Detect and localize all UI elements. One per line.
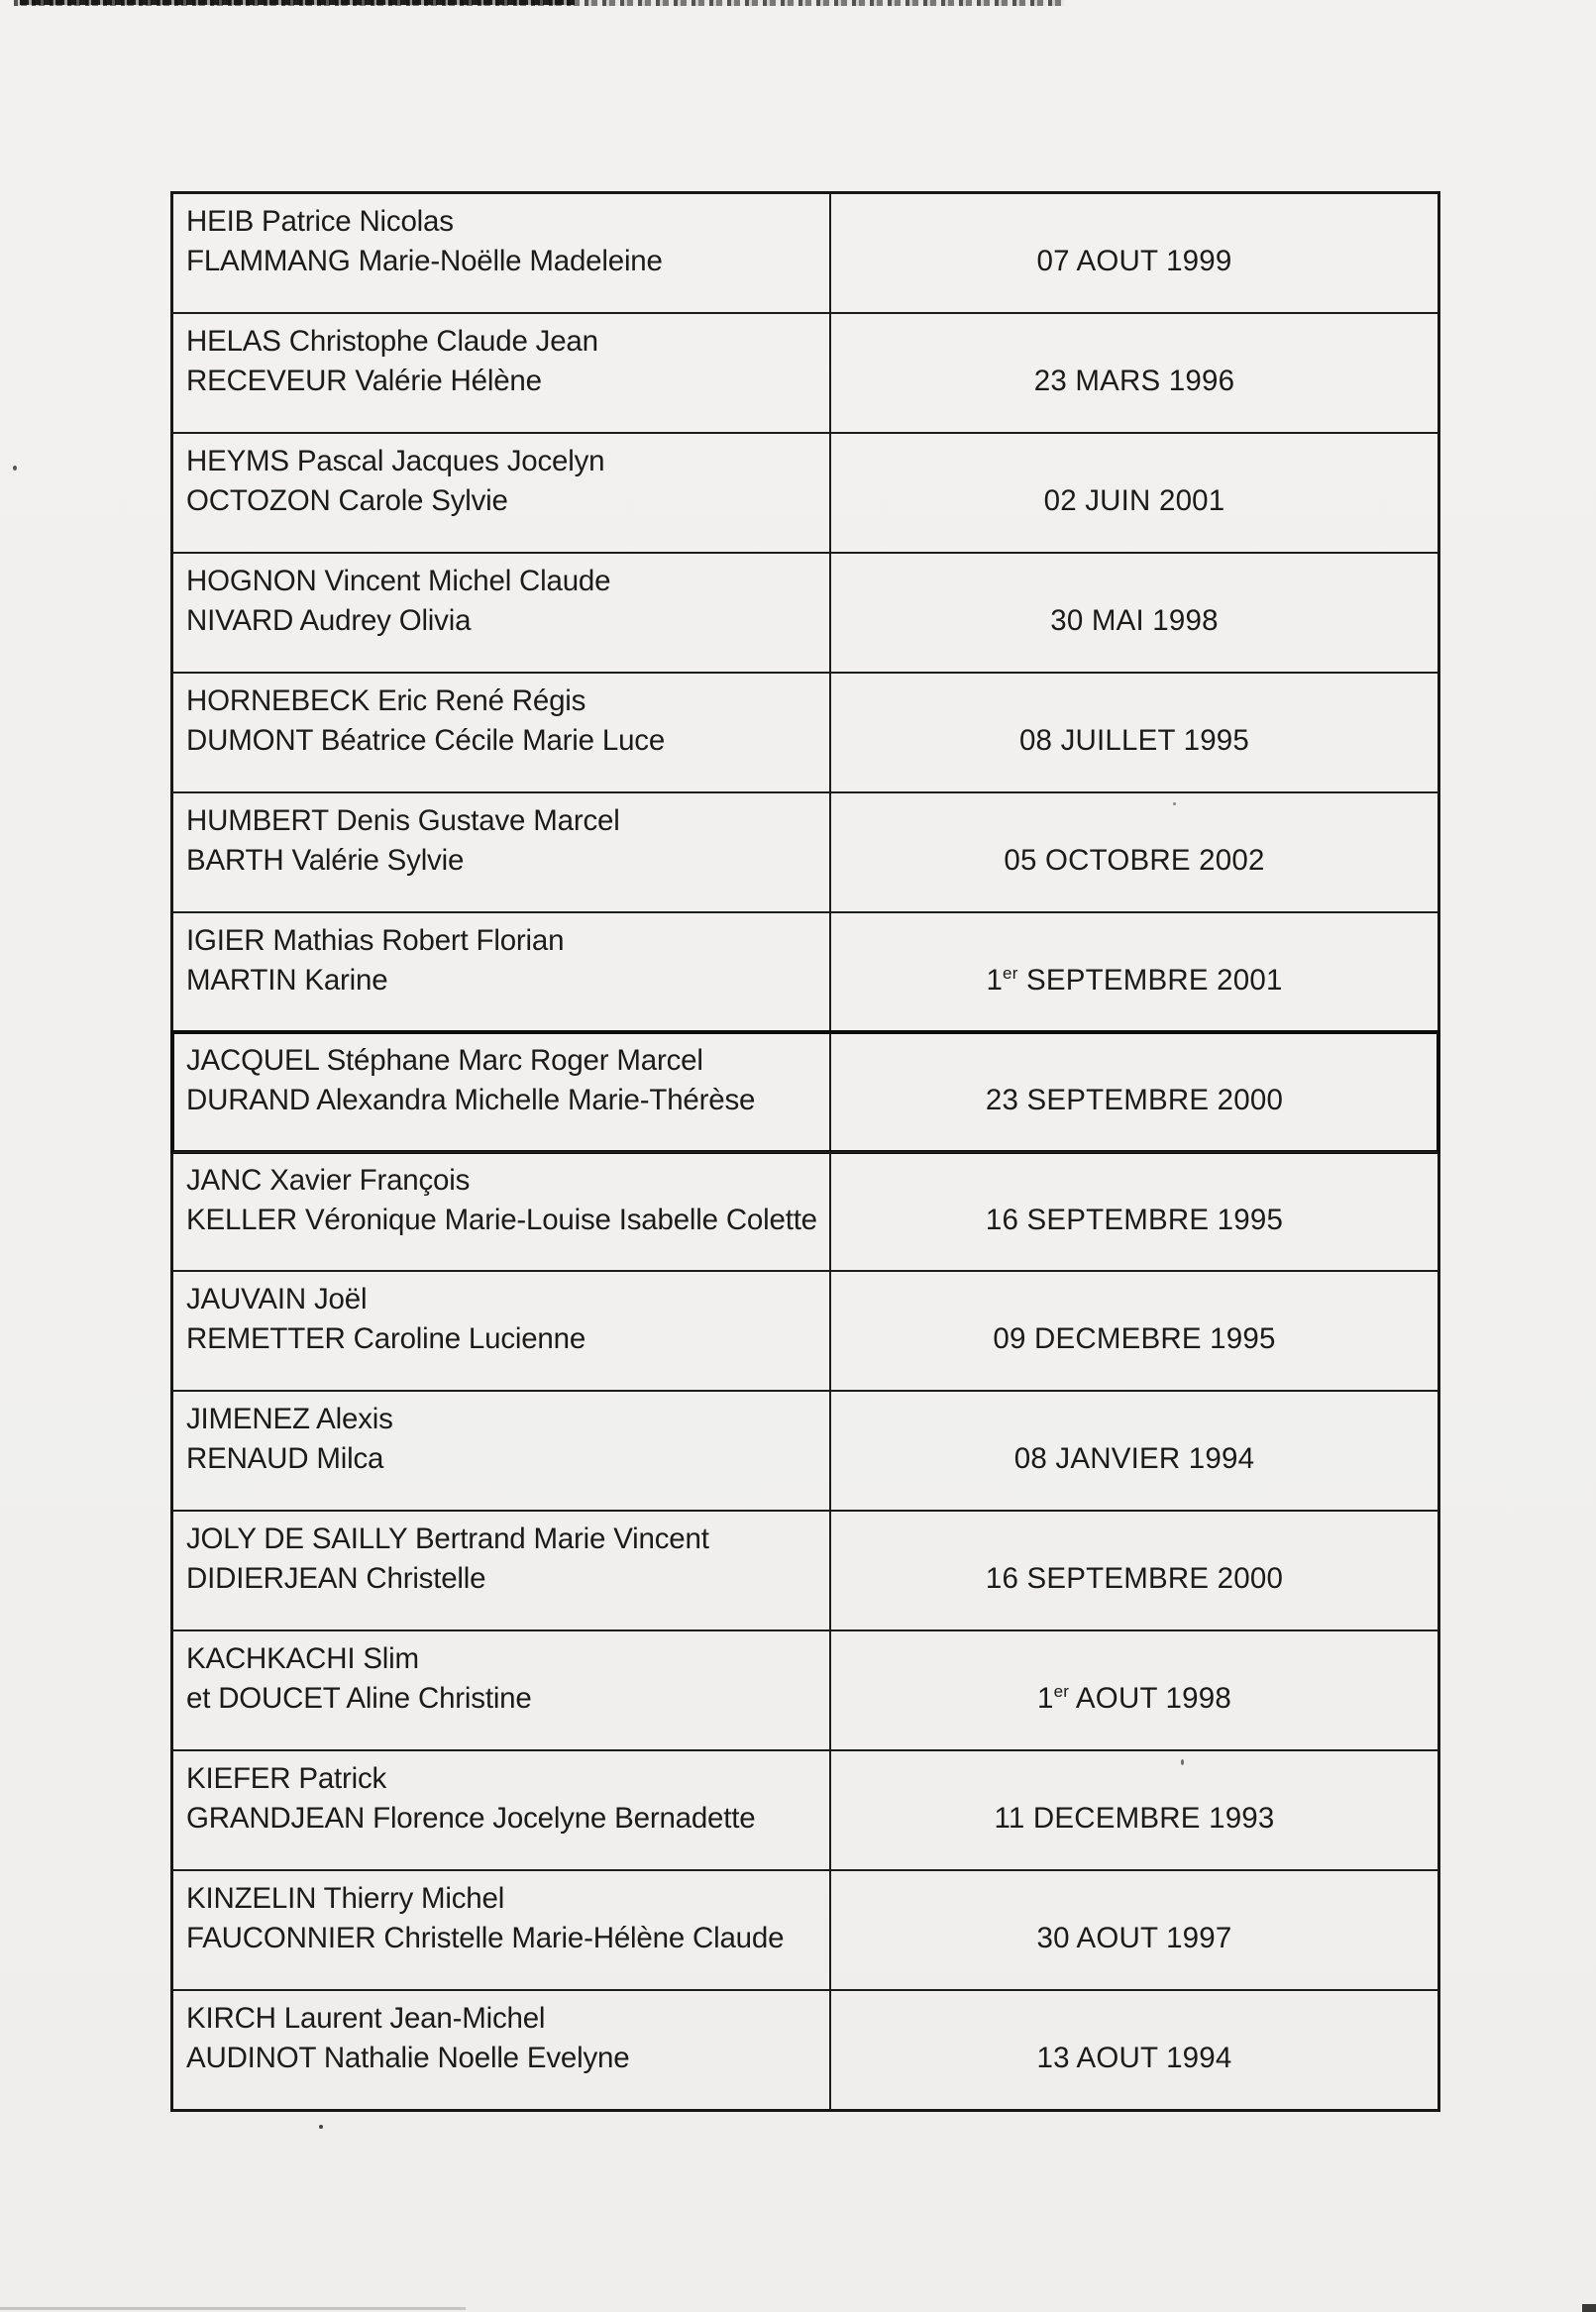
marriage-date: 09 DECMEBRE 1995 [993, 1322, 1276, 1356]
spouse1-name: HORNEBECK Eric René Régis [186, 683, 586, 717]
spouse2-name: NIVARD Audrey Olivia [186, 603, 472, 637]
marriage-date: 30 MAI 1998 [1050, 603, 1219, 637]
marriage-date-cell [831, 793, 1437, 911]
table-row [173, 1031, 1437, 1151]
couple-names-cell [173, 1272, 831, 1390]
marriage-date: 16 SEPTEMBRE 1995 [985, 1203, 1284, 1236]
spouse2-name: DURAND Alexandra Michelle Marie-Thérèse [186, 1083, 756, 1116]
table-row [173, 1390, 1437, 1510]
couple-names-cell [173, 554, 831, 672]
spouse1-name: IGIER Mathias Robert Florian [186, 923, 565, 957]
spouse1-name: JOLY DE SAILLY Bertrand Marie Vincent [186, 1523, 709, 1556]
table-row [173, 1510, 1437, 1629]
marriage-date: 23 MARS 1996 [1033, 364, 1235, 397]
couple-names-cell [173, 194, 831, 312]
couple-names-cell [173, 1512, 831, 1629]
marriage-date: 23 SEPTEMBRE 2000 [985, 1083, 1284, 1116]
marriage-date-cell [831, 1631, 1437, 1749]
couple-names-cell [173, 434, 831, 552]
marriage-date-cell [831, 913, 1437, 1031]
spouse2-name: RENAUD Milca [186, 1442, 384, 1476]
marriage-date: 11 DECEMBRE 1993 [994, 1802, 1275, 1836]
marriage-date-cell [831, 1871, 1437, 1989]
table-row [173, 1270, 1437, 1390]
couple-names-cell [173, 1392, 831, 1510]
couple-names-cell [173, 1871, 831, 1989]
couple-names-cell [173, 913, 831, 1031]
couple-names-cell [173, 793, 831, 911]
spouse1-name: HEYMS Pascal Jacques Jocelyn [186, 444, 605, 477]
couple-names-cell [173, 314, 831, 432]
spouse2-name: FAUCONNIER Christelle Marie-Hélène Claude [186, 1922, 785, 1955]
marriage-date: 08 JANVIER 1994 [1013, 1442, 1255, 1476]
couple-names-cell [173, 1991, 831, 2109]
spouse2-name: GRANDJEAN Florence Jocelyne Bernadette [186, 1802, 756, 1836]
scanner-artifact-top-band-dark [20, 0, 575, 5]
spouse2-name: OCTOZON Carole Sylvie [186, 483, 508, 517]
spouse1-name: HELAS Christophe Claude Jean [186, 324, 598, 358]
scan-speck [13, 466, 17, 471]
spouse2-name: RECEVEUR Valérie Hélène [186, 364, 542, 397]
spouse2-name: AUDINOT Nathalie Noelle Evelyne [186, 2042, 630, 2075]
table-row [173, 791, 1437, 911]
table-row [173, 911, 1437, 1031]
marriage-date-cell [831, 554, 1437, 672]
table-row [173, 1151, 1437, 1271]
spouse2-name: DUMONT Béatrice Cécile Marie Luce [186, 723, 666, 757]
scanner-artifact-corner-mark [1582, 2304, 1596, 2312]
spouse1-name: HEIB Patrice Nicolas [186, 205, 454, 238]
table-row [173, 1749, 1437, 1869]
spouse1-name: KIEFER Patrick [186, 1762, 387, 1796]
table-row [173, 432, 1437, 552]
spouse1-name: JACQUEL Stéphane Marc Roger Marcel [186, 1043, 703, 1077]
table-row [173, 552, 1437, 672]
spouse1-name: JANC Xavier François [186, 1163, 471, 1197]
marriage-date-cell [831, 1512, 1437, 1629]
marriage-date-cell [831, 1153, 1437, 1271]
couple-names-cell [173, 1751, 831, 1869]
spouse1-name: KACHKACHI Slim [186, 1642, 419, 1676]
marriage-date: 1er SEPTEMBRE 2001 [986, 963, 1283, 997]
marriage-date-cell [831, 1751, 1437, 1869]
marriage-date-cell [831, 194, 1437, 312]
marriage-date-cell [831, 314, 1437, 432]
spouse1-name: JAUVAIN Joël [186, 1283, 368, 1316]
marriage-table [170, 191, 1440, 2112]
marriage-date-cell [831, 1991, 1437, 2109]
spouse2-name: MARTIN Karine [186, 963, 388, 997]
couple-names-cell [173, 674, 831, 791]
scan-speck [319, 2125, 323, 2129]
table-row [173, 1989, 1437, 2109]
couple-names-cell [173, 1631, 831, 1749]
table-row [173, 312, 1437, 432]
couple-names-cell [173, 1153, 831, 1271]
marriage-date-cell [831, 674, 1437, 791]
scanner-artifact-bottom-band [0, 2307, 466, 2310]
marriage-date-cell [831, 1033, 1437, 1151]
marriage-date: 02 JUIN 2001 [1043, 483, 1225, 517]
marriage-date: 16 SEPTEMBRE 2000 [985, 1562, 1284, 1596]
spouse1-name: HUMBERT Denis Gustave Marcel [186, 803, 620, 837]
marriage-date: 07 AOUT 1999 [1036, 245, 1232, 277]
marriage-date: 1er AOUT 1998 [1037, 1682, 1231, 1716]
spouse2-name: KELLER Véronique Marie-Louise Isabelle Colette [186, 1203, 817, 1236]
spouse2-name: DIDIERJEAN Christelle [186, 1562, 486, 1596]
marriage-date: 30 AOUT 1997 [1036, 1922, 1232, 1955]
marriage-date: 05 OCTOBRE 2002 [1004, 843, 1265, 877]
spouse2-name: BARTH Valérie Sylvie [186, 843, 465, 877]
table-row [173, 1629, 1437, 1749]
marriage-date: 13 AOUT 1994 [1036, 2042, 1232, 2075]
spouse2-name: FLAMMANG Marie-Noëlle Madeleine [186, 245, 663, 277]
table-row [173, 672, 1437, 791]
marriage-date-cell [831, 434, 1437, 552]
marriage-date-cell [831, 1392, 1437, 1510]
spouse2-name: REMETTER Caroline Lucienne [186, 1322, 586, 1356]
marriage-date: 08 JUILLET 1995 [1018, 723, 1250, 757]
table-row [173, 194, 1437, 312]
spouse1-name: JIMENEZ Alexis [186, 1403, 393, 1436]
spouse2-name: et DOUCET Aline Christine [186, 1682, 532, 1716]
couple-names-cell [173, 1033, 831, 1151]
marriage-date-cell [831, 1272, 1437, 1390]
spouse1-name: KIRCH Laurent Jean-Michel [186, 2002, 546, 2036]
spouse1-name: HOGNON Vincent Michel Claude [186, 564, 611, 597]
table-row [173, 1869, 1437, 1989]
spouse1-name: KINZELIN Thierry Michel [186, 1882, 505, 1916]
